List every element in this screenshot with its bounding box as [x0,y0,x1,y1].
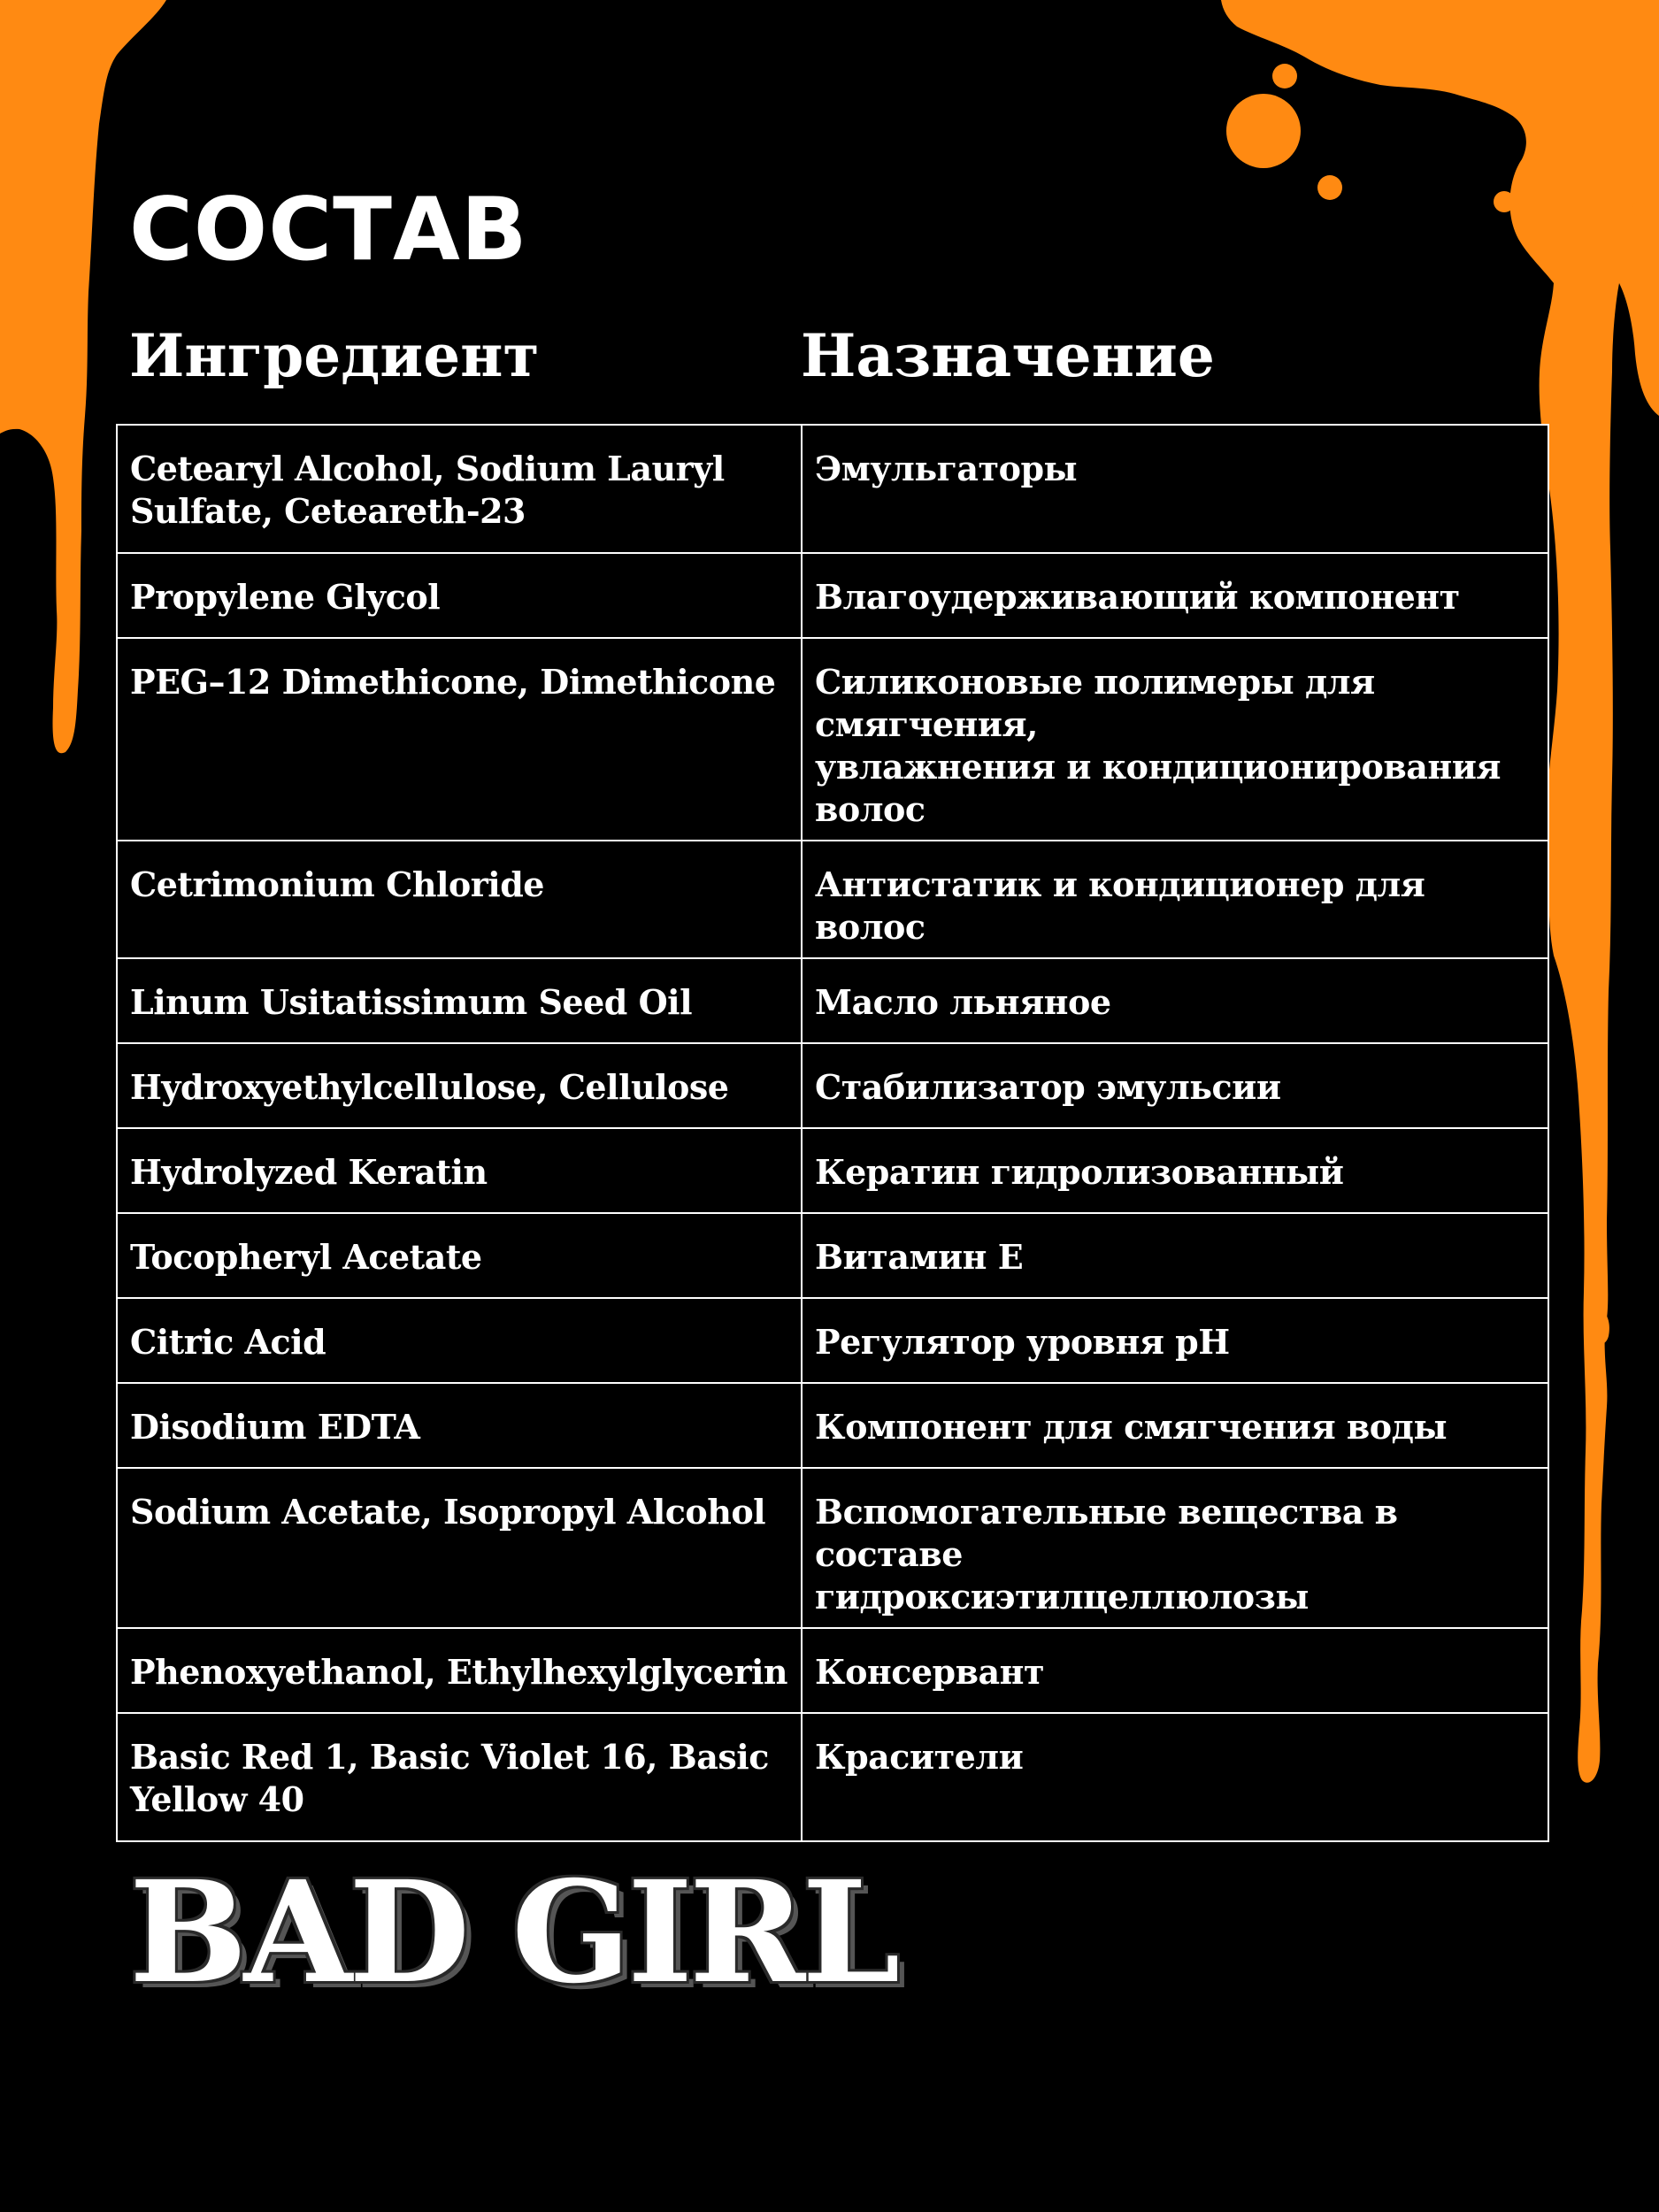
page-title: СОСТАВ [129,180,528,280]
purpose-column-header: Назначение [801,321,1215,390]
ingredient-cell: Tocopheryl Acetate [117,1213,802,1298]
purpose-cell: Стабилизатор эмульсии [802,1043,1548,1128]
table-row [117,1128,1548,1213]
ingredient-cell: Cetrimonium Chloride [117,841,802,958]
table-row [117,1213,1548,1298]
ingredient-cell: Hydrolyzed Keratin [117,1128,802,1213]
purpose-cell: Влагоудерживающий компонент [802,553,1548,638]
table-row [117,1713,1548,1841]
table-row [117,1383,1548,1468]
ingredient-cell: Hydroxyethylcellulose, Cellulose [117,1043,802,1128]
ingredient-cell: Sodium Acetate, Isopropyl Alcohol [117,1468,802,1628]
table-row [117,1628,1548,1713]
table-row [117,553,1548,638]
table-row [117,1298,1548,1383]
purpose-cell: Консервант [802,1628,1548,1713]
purpose-cell: Регулятор уровня pH [802,1298,1548,1383]
table-row [117,958,1548,1043]
table-row [117,425,1548,553]
ingredient-cell: Phenoxyethanol, Ethylhexylglycerin [117,1628,802,1713]
table-row [117,841,1548,958]
purpose-cell: Кератин гидролизованный [802,1128,1548,1213]
purpose-cell: Компонент для смягчения воды [802,1383,1548,1468]
table-row [117,1043,1548,1128]
purpose-cell: Масло льняное [802,958,1548,1043]
ingredient-cell: Cetearyl Alcohol, Sodium Lauryl Sulfate, Ceteareth-23 [117,425,802,553]
purpose-cell: Эмульгаторы [802,425,1548,553]
ingredient-cell: Citric Acid [117,1298,802,1383]
ingredient-cell: Propylene Glycol [117,553,802,638]
ingredients-table [116,424,1549,1842]
ingredient-cell: PEG–12 Dimethicone, Dimethicone [117,638,802,841]
purpose-cell: Силиконовые полимеры для смягчения, увлажнения и кондиционирования волос [802,638,1548,841]
ingredient-column-header: Ингредиент [129,321,540,390]
purpose-cell: Вспомогательные вещества в составе гидроксиэтилцеллюлозы [802,1468,1548,1628]
ingredient-cell: Basic Red 1, Basic Violet 16, Basic Yellow 40 [117,1713,802,1841]
purpose-cell: Антистатик и кондиционер для волос [802,841,1548,958]
brand-logo-text: BAD GIRL [129,1851,897,2015]
table-row [117,638,1548,841]
purpose-cell: Витамин Е [802,1213,1548,1298]
ingredient-cell: Disodium EDTA [117,1383,802,1468]
ingredient-cell: Linum Usitatissimum Seed Oil [117,958,802,1043]
table-row [117,1468,1548,1628]
purpose-cell: Красители [802,1713,1548,1841]
